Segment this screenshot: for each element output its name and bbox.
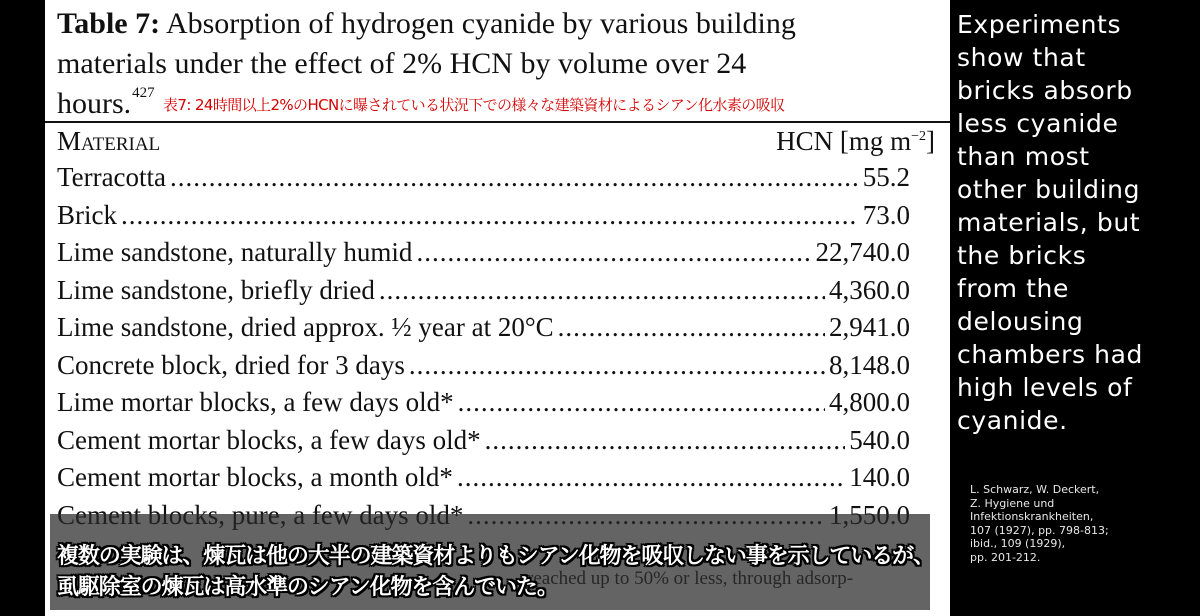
hcn-value-cell: 8,148.0	[829, 349, 910, 380]
side-text-line: from the	[957, 274, 1069, 303]
table-row	[57, 462, 910, 500]
material-cell: Lime mortar blocks, a few days old*	[57, 387, 454, 417]
table-row	[57, 237, 910, 275]
side-text-line: high levels of	[957, 373, 1133, 402]
citation-line: Infektionskrankheiten,	[970, 510, 1094, 523]
hcn-column-header: HCN [mg $m^{-2}$]	[776, 126, 935, 156]
hcn-value-cell: 55.2	[862, 162, 910, 192]
dot-leader	[409, 350, 825, 381]
material-column-header: Material	[57, 126, 161, 156]
table-row	[57, 162, 910, 200]
hcn-value-cell: 540.0	[849, 424, 910, 455]
hcn-value-cell: 4,800.0	[829, 387, 910, 417]
table-row	[57, 425, 910, 463]
dot-leader	[379, 275, 825, 306]
column-header	[57, 126, 947, 160]
material-cell: Lime sandstone, briefly dried	[57, 274, 375, 305]
dot-leader	[558, 312, 825, 343]
table-row	[57, 387, 910, 425]
side-text-line: Experiments	[957, 10, 1122, 39]
side-text-line: cyanide.	[957, 406, 1068, 435]
hcn-value-cell: 140.0	[849, 462, 910, 492]
dot-leader	[416, 237, 811, 268]
dot-leader	[457, 462, 845, 493]
material-cell: Brick	[57, 199, 117, 230]
table-body	[57, 162, 910, 537]
material-cell: Lime sandstone, naturally humid	[57, 237, 413, 267]
material-cell: Cement mortar blocks, a few days old*	[57, 424, 481, 455]
citation-line: pp. 201-212.	[970, 550, 1041, 564]
table-number: Table 7:	[57, 7, 161, 40]
subtitle-line-1: 複数の実験は、煉瓦は他の大半の建築資材よりもシアン化物を吸収しない事を示しているが、	[57, 544, 934, 569]
table-row	[57, 350, 910, 388]
dot-leader	[485, 425, 846, 456]
side-commentary	[957, 8, 1193, 437]
material-cell: Terracotta	[57, 162, 167, 192]
side-text-line: chambers had	[957, 340, 1143, 369]
side-text-line: delousing	[957, 307, 1084, 336]
subtitle-line-2: 虱駆除室の煉瓦は高水準のシアン化物を含んでいた。	[57, 575, 558, 600]
side-text-line: less cyanide	[957, 109, 1119, 138]
citation-line: ibid., 109 (1929),	[970, 537, 1066, 550]
side-text-line: show that	[957, 43, 1086, 72]
side-text-line: than most	[957, 142, 1090, 171]
dot-leader	[458, 387, 825, 418]
citation-line: L. Schwarz, W. Deckert,	[970, 483, 1100, 496]
side-text-line: materials, but	[957, 208, 1141, 237]
hcn-value-cell: 73.0	[862, 199, 910, 230]
japanese-table-caption: 表7: 24時間以上2%のHCNに曝されている状況下での様々な建築資材によるシアン化水素の吸収	[163, 96, 785, 114]
material-cell: Concrete block, dried for 3 days	[57, 349, 405, 380]
hcn-value-cell: 4,360.0	[829, 274, 910, 305]
side-text-line: other building	[957, 175, 1141, 204]
citation-line: Z. Hygiene und	[970, 496, 1055, 510]
dot-leader	[170, 162, 859, 193]
material-cell: Lime sandstone, dried approx. ½ year at 20°C	[57, 312, 554, 342]
title-line-3: hours.	[57, 87, 132, 120]
side-text-line: the bricks	[957, 241, 1087, 270]
citation	[970, 483, 1195, 564]
side-text-line: bricks absorb	[957, 76, 1133, 105]
title-line-2: materials under the effect of 2% HCN by volume over 24	[57, 47, 747, 80]
hcn-value-cell: 2,941.0	[829, 312, 910, 342]
title-reference: 427	[132, 85, 155, 101]
dot-leader	[121, 200, 859, 231]
citation-line: 107 (1927), pp. 798-813;	[970, 523, 1109, 537]
material-cell: Cement mortar blocks, a month old*	[57, 462, 453, 492]
table-row	[57, 200, 910, 238]
hcn-value-cell: 22,740.0	[815, 237, 910, 267]
header-rule	[45, 121, 950, 123]
table-row	[57, 275, 910, 313]
title-line-1: Absorption of hydrogen cyanide by various building	[165, 7, 796, 40]
table-row	[57, 312, 910, 350]
